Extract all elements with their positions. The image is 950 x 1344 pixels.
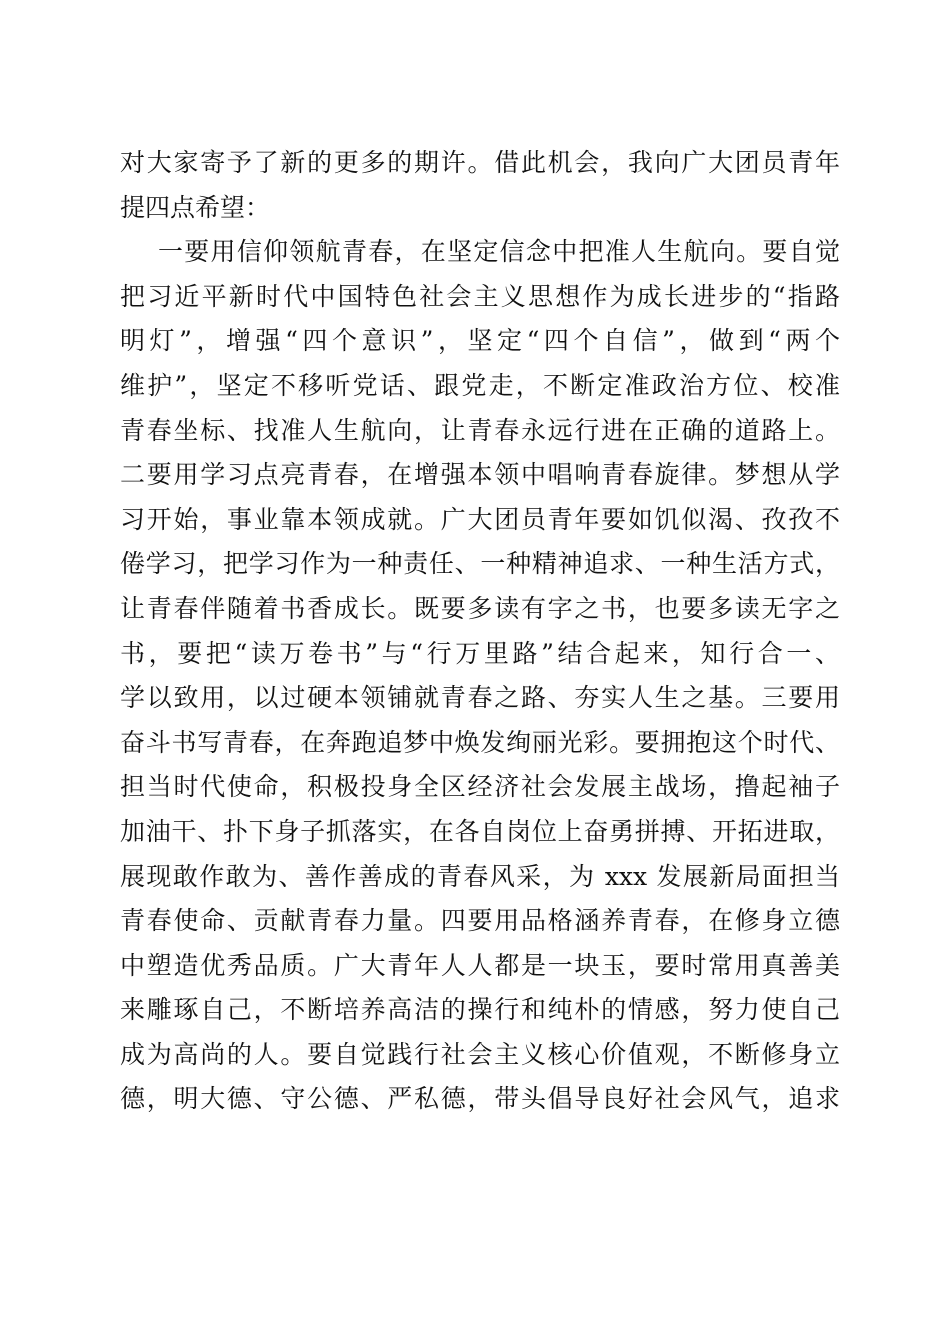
text-line: 青春坐标、找准人生航向，让青春永远行进在正确的道路上。: [120, 415, 840, 445]
text-line: 德，明大德、守公德、严私德，带头倡导良好社会风气，追求: [120, 1084, 840, 1114]
text-line: 把习近平新时代中国特色社会主义思想作为成长进步的“指路: [120, 281, 840, 311]
text-line: 倦学习，把学习作为一种责任、一种精神追求、一种生活方式，: [120, 549, 840, 579]
text-line: 维护”，坚定不移听党话、跟党走，不断定准政治方位、校准: [120, 370, 840, 400]
text-line: 担当时代使命，积极投身全区经济社会发展主战场，撸起袖子: [120, 772, 840, 802]
text-line: 中塑造优秀品质。广大青年人人都是一块玉，要时常用真善美: [120, 950, 840, 980]
text-line: 让青春伴随着书香成长。既要多读有字之书，也要多读无字之: [120, 593, 840, 623]
text-line: 书，要把“读万卷书”与“行万里路”结合起来，知行合一、: [120, 638, 840, 668]
text-line: 加油干、扑下身子抓落实，在各自岗位上奋勇拼搏、开拓进取，: [120, 816, 840, 846]
text-line: 展现敢作敢为、善作善成的青春风采，为 xxx 发展新局面担当: [120, 861, 840, 891]
paragraph-first-line: 一要用信仰领航青春，在坚定信念中把准人生航向。要自觉: [158, 237, 840, 267]
body-text: [120, 141, 840, 1122]
text-line: 学以致用，以过硬本领铺就青春之路、夯实人生之基。三要用: [120, 683, 840, 713]
text-line: 提四点希望：: [120, 192, 271, 222]
text-line: 对大家寄予了新的更多的期许。借此机会，我向广大团员青年: [120, 148, 840, 177]
text-line: 成为高尚的人。要自觉践行社会主义核心价值观，不断修身立: [120, 1039, 840, 1069]
text-line: 二要用学习点亮青春，在增强本领中唱响青春旋律。梦想从学: [120, 460, 840, 490]
text-line: 奋斗书写青春，在奔跑追梦中焕发绚丽光彩。要拥抱这个时代、: [120, 727, 840, 757]
text-line: 明灯”，增强“四个意识”，坚定“四个自信”，做到“两个: [120, 326, 840, 356]
text-line: 来雕琢自己，不断培养高洁的操行和纯朴的情感，努力使自己: [120, 995, 840, 1025]
text-line: 习开始，事业靠本领成就。广大团员青年要如饥似渴、孜孜不: [120, 504, 840, 534]
text-line: 青春使命、贡献青春力量。四要用品格涵养青春，在修身立德: [120, 906, 840, 936]
